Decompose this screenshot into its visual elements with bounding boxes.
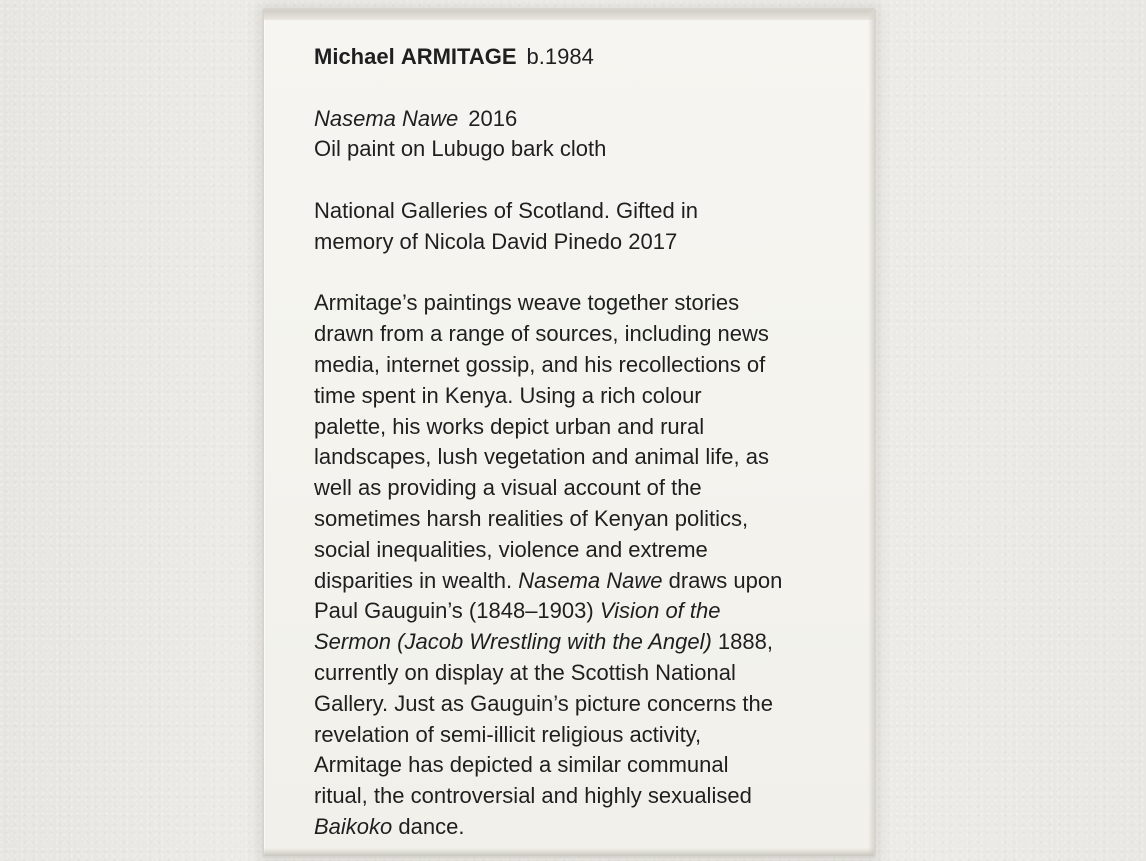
credit-line-2: memory of Nicola David Pinedo 2017: [314, 228, 678, 254]
artwork-title-line: [314, 104, 834, 135]
artwork-medium: Oil paint on Lubugo bark cloth: [314, 136, 607, 162]
label-text: [314, 42, 834, 843]
description-line-7: well as providing a visual account of the: [314, 475, 702, 501]
description-line-10: [314, 566, 834, 597]
description-line-18: [314, 812, 834, 843]
description-line-11: [314, 596, 834, 627]
artwork-title: Nasema Nawe: [314, 105, 459, 131]
dance-name: Baikoko: [314, 813, 393, 839]
description-line-8: sometimes harsh realities of Kenyan politics,: [314, 505, 749, 531]
artist-line: [314, 42, 834, 73]
description-line-6: landscapes, lush vegetation and animal life, as: [314, 444, 769, 470]
gauguin-title-part-2: Sermon (Jacob Wrestling with the Angel): [314, 629, 712, 655]
artwork-title-reference: Nasema Nawe: [518, 567, 663, 593]
description-line-12: [314, 627, 834, 658]
description-line-5: palette, his works depict urban and rural: [314, 413, 705, 439]
description-text: draws upon: [662, 567, 783, 593]
artwork-year: 2016: [468, 105, 518, 131]
plaque-top-edge: [264, 10, 874, 20]
museum-label-plaque: [262, 8, 876, 858]
description-text: 1888,: [711, 629, 773, 655]
description-line-1: Armitage’s paintings weave together stories: [314, 290, 740, 316]
artist-first-name: Michael: [314, 44, 395, 69]
description-line-14: Gallery. Just as Gauguin’s picture concerns the: [314, 690, 773, 716]
description-line-13: currently on display at the Scottish National: [314, 659, 736, 685]
description-line-15: revelation of semi-illicit religious activity,: [314, 721, 702, 747]
description-line-3: media, internet gossip, and his recollections of: [314, 351, 766, 377]
credit-line-1: National Galleries of Scotland. Gifted in: [314, 197, 698, 223]
gauguin-title-part-1: Vision of the: [599, 598, 721, 624]
description-line-16: Armitage has depicted a similar communal: [314, 752, 729, 778]
description-text: disparities in wealth.: [314, 567, 519, 593]
artist-surname: ARMITAGE: [400, 44, 517, 69]
description-text: dance.: [392, 813, 465, 839]
description-line-4: time spent in Kenya. Using a rich colour: [314, 382, 702, 408]
description-text: Paul Gauguin’s (1848–1903): [314, 598, 600, 624]
artist-birth: b.1984: [526, 44, 594, 69]
plaque-right-edge: [868, 10, 874, 856]
description-line-17: ritual, the controversial and highly sexualised: [314, 783, 752, 809]
description-line-9: social inequalities, violence and extreme: [314, 536, 708, 562]
plaque-bottom-edge: [264, 848, 874, 856]
description-line-2: drawn from a range of sources, including news: [314, 321, 769, 347]
